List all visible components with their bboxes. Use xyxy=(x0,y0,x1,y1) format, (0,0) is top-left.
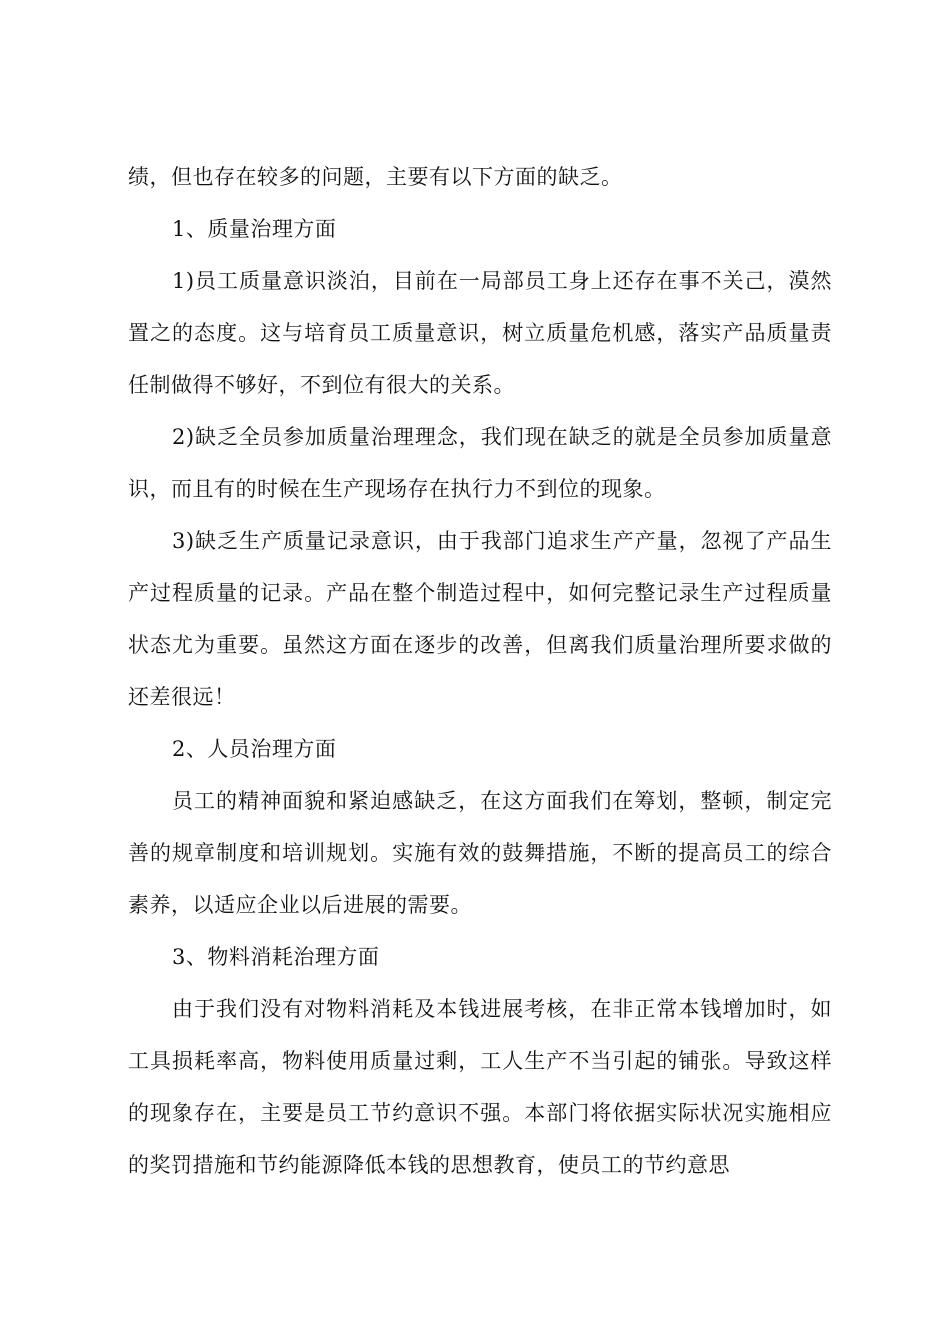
section-heading-quality-management: 1、质量治理方面 xyxy=(172,217,337,241)
paragraph-cost-assessment: 由于我们没有对物料消耗及本钱进展考核，在非正常本钱增加时，如工具损耗率高，物料使用质量过剩，工人生产不当引起的铺张。导致这样的现象存在，主要是员工节约意识不强。本部门将依据实际状况实施相应的奖罚措施和节约能源降低本钱的思想教育，使员工的节约意思 xyxy=(128,997,832,1177)
document-body xyxy=(128,151,832,1191)
section-heading-personnel-management: 2、人员治理方面 xyxy=(172,737,337,761)
paragraph-full-participation: 2)缺乏全员参加质量治理理念，我们现在缺乏的就是全员参加质量意识，而且有的时候在生产现场存在执行力不到位的现象。 xyxy=(128,425,832,501)
section-heading-material-consumption: 3、物料消耗治理方面 xyxy=(172,945,380,969)
paragraph-quality-records: 3)缺乏生产质量记录意识，由于我部门追求生产产量，忽视了产品生产过程质量的记录。产品在整个制造过程中，如何完整记录生产过程质量状态尤为重要。虽然这方面在逐步的改善，但离我们质量治理所要求做的还差很远！ xyxy=(128,529,832,709)
paragraph-continuation: 绩，但也存在较多的问题，主要有以下方面的缺乏。 xyxy=(128,165,623,189)
paragraph-staff-morale: 员工的精神面貌和紧迫感缺乏，在这方面我们在筹划，整顿，制定完善的规章制度和培训规划。实施有效的鼓舞措施，不断的提高员工的综合素养，以适应企业以后进展的需要。 xyxy=(128,789,832,917)
paragraph-quality-awareness: 1)员工质量意识淡泊，目前在一局部员工身上还存在事不关己，漠然置之的态度。这与培育员工质量意识，树立质量危机感，落实产品质量责任制做得不够好，不到位有很大的关系。 xyxy=(128,269,832,397)
